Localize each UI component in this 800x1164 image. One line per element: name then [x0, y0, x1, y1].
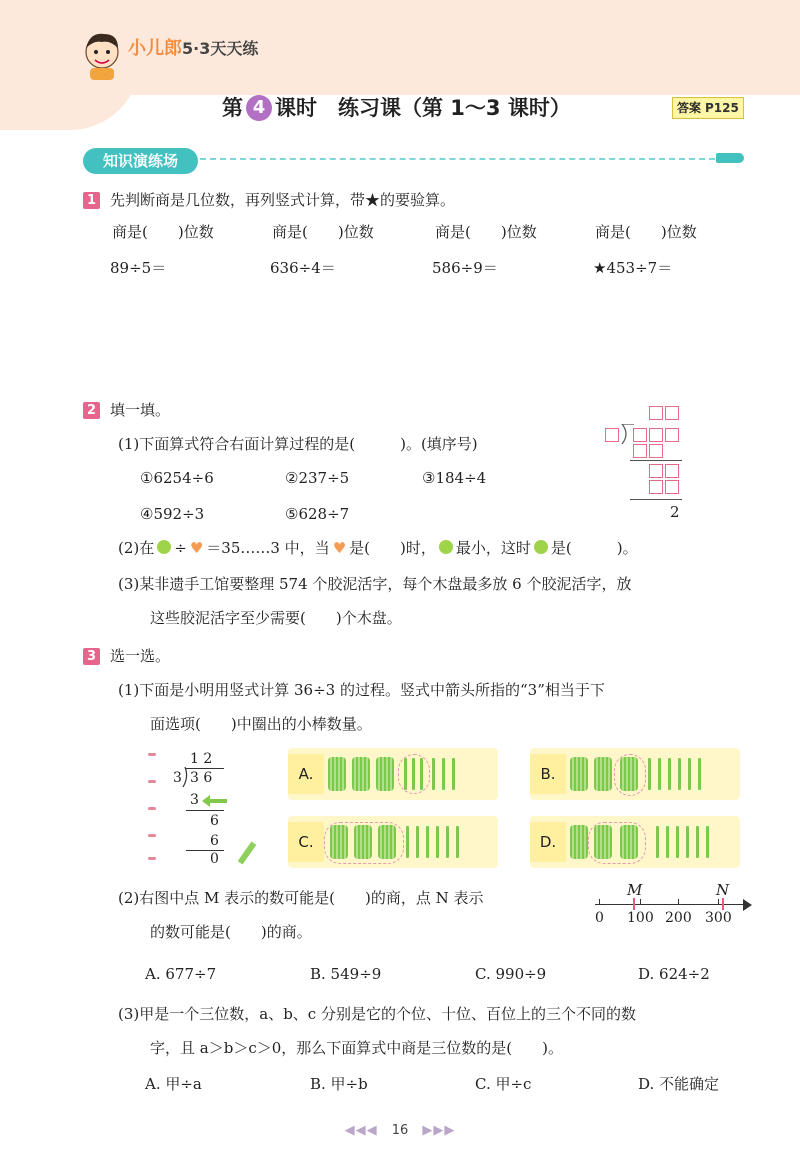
digit-box — [649, 406, 663, 420]
q2-prompt: 填一填。 — [110, 401, 171, 419]
lesson-title — [222, 92, 571, 122]
question-number-badge: 2 — [83, 402, 100, 419]
q3-p2-line1: (2)右图中点 M 表示的数可能是( )的商，点 N 表示 — [118, 889, 484, 907]
q1-blank-2: 商是( )位数 — [272, 223, 374, 241]
arrow-right-icon — [743, 899, 752, 911]
question-number-badge: 3 — [83, 648, 100, 665]
quotient: 1 2 — [190, 751, 213, 767]
circled-group — [614, 754, 646, 796]
q1-expr-4: ★453÷7＝ — [593, 259, 673, 277]
page-number: 16 — [391, 1123, 409, 1138]
q1-expr-1: 89÷5＝ — [110, 259, 167, 277]
digit-box — [665, 464, 679, 478]
stick — [648, 758, 651, 790]
digit-box — [665, 428, 679, 442]
option-label: D. — [530, 822, 566, 862]
stick — [426, 826, 429, 858]
stick-bundle — [570, 825, 588, 859]
tick-label: 100 — [627, 910, 654, 926]
stick — [456, 826, 459, 858]
stick — [706, 826, 709, 858]
arrow-head — [202, 795, 210, 807]
q3-p3-choice-a[interactable]: A. 甲÷a — [145, 1075, 202, 1093]
q3-p3-line1: (3)甲是一个三位数，a、b、c 分别是它的个位、十位、百位上的三个不同的数 — [118, 1005, 636, 1023]
q1-expr-2: 636÷4＝ — [270, 259, 336, 277]
subtrahend-2: 6 — [210, 833, 219, 849]
subtrahend-1: 3 — [190, 792, 199, 808]
stick — [676, 826, 679, 858]
stick — [658, 758, 661, 790]
digit-box — [649, 480, 663, 494]
stick — [686, 826, 689, 858]
digit-box — [633, 444, 647, 458]
arrow-left-icon — [207, 799, 227, 803]
digit-box — [649, 444, 663, 458]
q2-option-3: ③184÷4 — [422, 469, 487, 487]
digit-box — [649, 464, 663, 478]
tick-label: 0 — [595, 910, 604, 926]
q2-option-2: ②237÷5 — [285, 469, 350, 487]
divisor: 3 — [173, 770, 182, 786]
option-label: C. — [288, 822, 324, 862]
right-arrows-icon: ▶▶▶ — [422, 1123, 456, 1138]
binding-ring — [148, 857, 156, 860]
answer-label: 答案 — [677, 101, 702, 115]
q3-p2-choice-d[interactable]: D. 624÷2 — [638, 965, 710, 983]
brand-series: 5·3天天练 — [182, 39, 259, 58]
stick-bundle — [570, 757, 588, 791]
q3-p2-choice-a[interactable]: A. 677÷7 — [145, 965, 217, 983]
q2-p3-line1: (3)某非遗手工馆要整理 574 个胶泥活字，每个木盘最多放 6 个胶泥活字，放 — [118, 575, 632, 593]
remainder-digit: 2 — [670, 503, 680, 521]
orange-heart-icon: ♥ — [332, 539, 347, 557]
q2-p2-text-e: 最小，这时 — [455, 539, 531, 557]
binding-ring — [148, 807, 156, 810]
tick — [678, 899, 679, 905]
option-d-box[interactable] — [530, 816, 740, 868]
q3-p1-line2: 面选项( )中圈出的小棒数量。 — [150, 715, 372, 733]
stick — [668, 758, 671, 790]
stick — [442, 758, 445, 790]
green-ball-icon — [534, 540, 548, 554]
tick-label: 300 — [705, 910, 732, 926]
brand-title — [128, 34, 258, 60]
q3-p2-choice-c[interactable]: C. 990÷9 — [475, 965, 547, 983]
remainder: 0 — [210, 851, 219, 867]
number-line — [585, 882, 755, 932]
q3-p1-line1: (1)下面是小明用竖式计算 36÷3 的过程。竖式中箭头所指的“3”相当于下 — [118, 681, 605, 699]
q1-blank-1: 商是( )位数 — [112, 223, 214, 241]
q1-expr-3: 586÷9＝ — [432, 259, 498, 277]
answer-reference — [672, 97, 744, 119]
option-label: B. — [530, 754, 566, 794]
lesson-title-text: 课时 练习课（第 1～3 课时） — [275, 96, 571, 120]
q2-p2-text-c: ＝35……3 中，当 — [206, 539, 330, 557]
stick — [432, 758, 435, 790]
q3-p3-choice-b[interactable]: B. 甲÷b — [310, 1075, 368, 1093]
q2-option-4: ④592÷3 — [140, 505, 205, 523]
circled-group — [398, 754, 430, 794]
stick-bundle — [594, 757, 612, 791]
question-number-badge: 1 — [83, 192, 100, 209]
stick — [446, 826, 449, 858]
q2-option-5: ⑤628÷7 — [285, 505, 350, 523]
stick — [688, 758, 691, 790]
option-c-box[interactable] — [288, 816, 498, 868]
option-a-box[interactable] — [288, 748, 498, 800]
q2-p3-line2: 这些胶泥活字至少需要( )个木盘。 — [150, 609, 402, 627]
binding-ring — [148, 780, 156, 783]
q3-p3-choice-c[interactable]: C. 甲÷c — [475, 1075, 532, 1093]
tick-label: 200 — [665, 910, 692, 926]
stick — [452, 758, 455, 790]
longdiv-notebook — [140, 745, 265, 865]
stick — [656, 826, 659, 858]
subtraction-line — [630, 460, 682, 461]
section-divider — [200, 158, 715, 160]
binding-ring — [148, 834, 156, 837]
q2-p2 — [118, 538, 638, 558]
q3-p2-line2: 的数可能是( )的商。 — [150, 923, 312, 941]
green-ball-icon — [439, 540, 453, 554]
q2-p2-text-a: (2)在 — [118, 539, 155, 557]
option-label: A. — [288, 754, 324, 794]
division-bracket — [182, 767, 190, 787]
circled-group — [324, 822, 404, 864]
green-ball-icon — [157, 540, 171, 554]
answer-page: P125 — [705, 101, 739, 115]
stick — [666, 826, 669, 858]
point-m-label: M — [627, 881, 643, 899]
stick — [678, 758, 681, 790]
left-arrows-icon: ◀◀◀ — [344, 1123, 378, 1138]
q3-p2-choice-b[interactable]: B. 549÷9 — [310, 965, 382, 983]
subtraction-line — [630, 499, 682, 500]
dividend: 3 6 — [190, 770, 213, 786]
stick — [436, 826, 439, 858]
digit-box — [649, 428, 663, 442]
lesson-number: 4 — [246, 95, 272, 121]
digit-box — [633, 428, 647, 442]
stick — [696, 826, 699, 858]
digit-box — [665, 480, 679, 494]
pencil-icon — [716, 153, 744, 163]
stick — [416, 826, 419, 858]
section-label: 知识演练场 — [83, 148, 198, 174]
stick-bundle — [352, 757, 370, 791]
binding-ring — [148, 753, 156, 756]
q2-p1: (1)下面算式符合右面计算过程的是( )。(填序号) — [118, 435, 478, 453]
q1-blank-3: 商是( )位数 — [435, 223, 537, 241]
q2-p2-text-f: 是( )。 — [550, 539, 638, 557]
lesson-prefix: 第 — [222, 96, 243, 120]
long-division-box-diagram — [600, 402, 700, 524]
page-footer — [0, 1123, 800, 1138]
stick-bundle — [376, 757, 394, 791]
q3-p3-choice-d[interactable]: D. 不能确定 — [638, 1075, 720, 1093]
division-bracket — [620, 424, 634, 444]
stick-bundle — [328, 757, 346, 791]
point-n-label: N — [716, 881, 730, 899]
q3-prompt: 选一选。 — [110, 647, 171, 665]
partial-dividend: 6 — [210, 813, 219, 829]
stick — [406, 826, 409, 858]
option-b-box[interactable] — [530, 748, 740, 800]
mascot-icon — [80, 28, 124, 80]
q3-p3-line2: 字，且 a＞b＞c＞0，那么下面算式中商是三位数的是( )。 — [150, 1039, 563, 1057]
brand-logo: 小儿郎 — [128, 38, 182, 59]
q1-prompt: 先判断商是几位数，再列竖式计算，带★的要验算。 — [110, 191, 456, 209]
orange-heart-icon: ♥ — [189, 539, 204, 557]
q2-p2-text-b: ÷ — [174, 539, 187, 557]
q1-blank-4: 商是( )位数 — [595, 223, 697, 241]
pencil-icon — [238, 841, 257, 864]
stick — [698, 758, 701, 790]
digit-box — [605, 428, 619, 442]
tick — [599, 899, 600, 905]
q2-option-1: ①6254÷6 — [140, 469, 214, 487]
digit-box — [665, 406, 679, 420]
circled-group — [588, 822, 646, 864]
q2-p2-text-d: 是( )时， — [349, 539, 436, 557]
